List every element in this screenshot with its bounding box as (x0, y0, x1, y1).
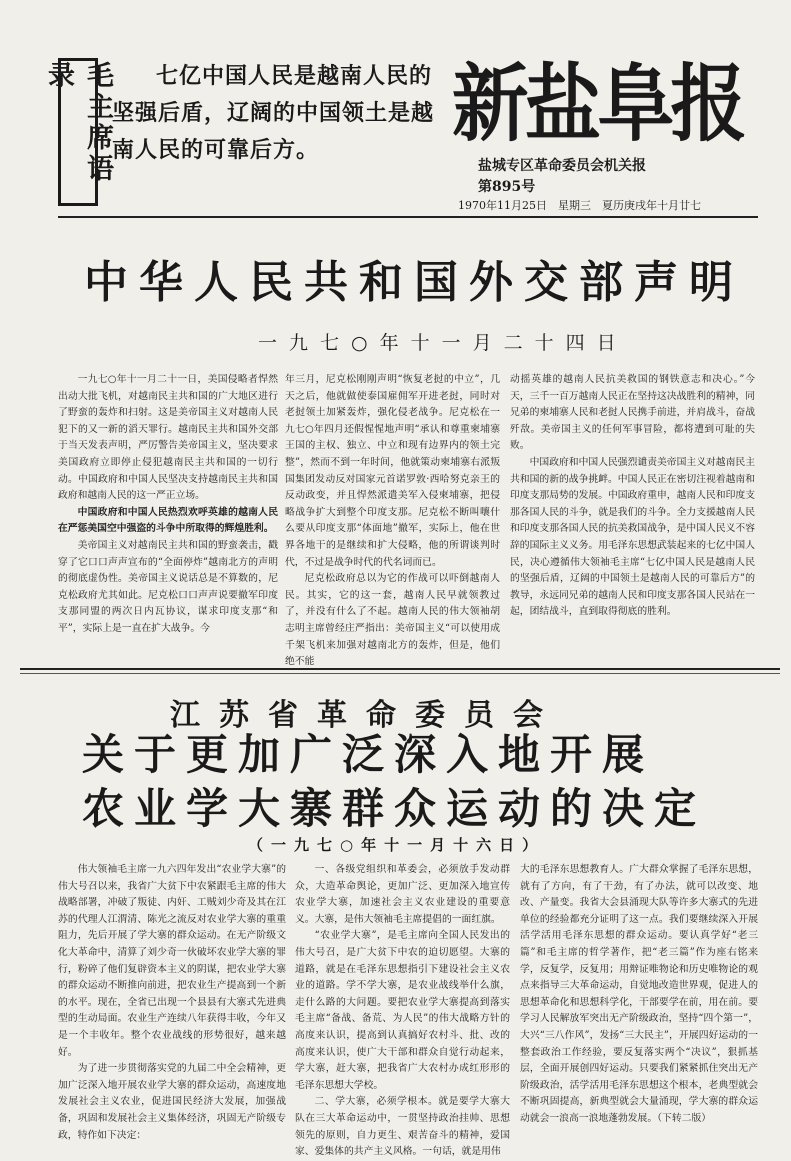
chairman-quote: 七亿中国人民是越南人民的坚强后盾，辽阔的中国领土是越南人民的可靠后方。 (112, 63, 435, 163)
paragraph: 动摇英雄的越南人民抗美救国的钢铁意志和决心。”今天，三千一百万越南人民正在坚持这决战胜利的精神，同兄弟的柬埔寨人民和老挝人民携手前进，并肩战斗，奋战歼敌。美帝国主义的任何军事冒险，都将遭到可耻的失败。 (510, 374, 755, 452)
section-divider (20, 668, 780, 670)
paragraph: 一九七○年十一月二十一日，美国侵略者悍然出动大批飞机，对越南民主共和国的广大地区进行了野蛮的轰炸和扫射。这是美帝国主义对越南人民犯下的又一新的滔天罪行。越南民主共和国外交部于当天发表声明，严厉警告美帝国主义，坚决要求美国政府立即停止侵犯越南民主共和国的一切行动。中国政府和中国人民坚决支持越南民主共和国政府和越南人民的这一严正立场。 (58, 374, 278, 502)
publisher-line: 盐城专区革命委员会机关报 (478, 158, 646, 174)
paragraph: 中国政府和中国人民热烈欢呼英雄的越南人民在严惩美国空中强盗的斗争中所取得的辉煌胜利。 (58, 506, 278, 535)
paragraph: “农业学大寨”，是毛主席向全国人民发出的伟大号召，是广大贫下中农的迫切愿望。大寨的道路，就是在毛泽东思想指引下建设社会主义农业的道路。学不学大寨，是农业战线举什么旗，走什么路的大问题。要把农业学大寨提高到落实毛主席“备战、备荒、为人民”的伟大战略方针的高度来认识，提高到认真搞好农村斗、批、改的高度来认识，使广大干部和群众自觉行动起来，学大寨，赶大寨，把我省广大农村办成红形形的毛泽东思想大学校。 (295, 930, 510, 1091)
article2-column-3 (520, 862, 758, 1150)
article2-organization: 江苏省革命委员会 (170, 698, 562, 733)
article2-title-line-2: 农业学大寨群众运动的决定 (82, 784, 707, 833)
article2-column-2 (295, 862, 510, 1158)
paragraph: 伟大领袖毛主席一九六四年发出“农业学大寨”的伟大号召以来，我省广大贫下中农紧跟毛主席的伟大战略部署，冲破了叛徒、内奸、工贼刘少奇及其在江苏的代理人江渭清、陈光之流反对农业学大寨的重重阻力，先后开展了学大寨的群众运动。在无产阶级文化大革命中，清算了刘少奇一伙破坏农业学大寨的罪行，粉碎了他们复辟资本主义的阴谋，把农业学大寨的群众运动不断推向前进，把农业生产提高到一个新的水平。现在，全省已出现一个县县有大寨式先进典型的生动局面。农业生产连续八年获得丰收，今年又是一个丰收年。整个农业战线的形势很好，越来越好。 (58, 864, 286, 1058)
article1-headline: 中华人民共和国外交部声明 (84, 257, 744, 308)
section-divider-thin (20, 673, 780, 674)
paragraph: 尼克松政府总以为它的作战可以吓倒越南人民。其实，它的这一套，越南人民早就领教过了，并没有什么了不起。越南人民的伟大领袖胡志明主席曾经庄严指出：美帝国主义“可以使用成千架飞机来加强对越南北方的轰炸，但是，他们绝不能 (285, 573, 500, 668)
paragraph: 一、各级党组织和革委会，必须放手发动群众，大造革命舆论，更加广泛、更加深入地宣传农业学大寨，加速社会主义农业建设的重要意义。大寨，是伟大领袖毛主席提倡的一面红旗。 (295, 864, 510, 925)
article2-title-line-1: 关于更加广泛深入地开展 (82, 730, 655, 779)
paragraph: 为了进一步贯彻落实党的九届二中全会精神，更加广泛深入地开展农业学大寨的群众运动，高速度地发展社会主义农业，促进国民经济大发展，加强战备，巩固和发展社会主义集体经济，巩固无产阶级专政，特作如下决定： (58, 1063, 286, 1141)
newspaper-title: 新盐阜报 (452, 55, 744, 153)
paragraph: 大的毛泽东思想教育人。广大群众掌握了毛泽东思想，就有了方向，有了干劲，有了办法，就可以改变、地改、产量变。我省大会县涌现大队等许多大寨式的先进单位的经验都充分证明了这一点。我们要继续深入开展活学活用毛泽东思想的群众运动。要认真学好“老三篇”和毛主席的哲学著作，把“老三篇”作为座右铭来学，反复学，反复用；用辩证唯物论和历史唯物论的观点来指导三大革命运动，自觉地改造世界观，促进人的思想革命化和思想科学化，干部要学在前，用在前。要学习人民解放军突出无产阶级政治，坚持“四个第一”，大兴“三八作风”，发扬“三大民主”，开展四好运动的一整套政治工作经验，要反复落实两个“决议”，狠抓基层，全面开展创四好运动。只要我们紧紧抓住突出无产阶级政治，活学活用毛泽东思想这个根本，老典型就会不断巩固提高，新典型就会大量涌现，学大寨的群众运动就会一浪高一浪地蓬勃发展。（下转二版） (520, 864, 758, 1124)
paragraph: 年三月，尼克松刚刚声明“恢复老挝的中立”，几天之后，他就做使泰国雇佣军开进老挝，同时对老挝领土加紧轰炸，强化侵老战争。尼克松在一九七○年四月还假惺惺地声明“承认和尊重柬埔寨王国的主权、独立、中立和现有边界内的领土完整”，然而不到一年时间，他就策动柬埔寨右派叛国集团发动反对国家元首诺罗敦·西哈努克亲王的反动政变，并且悍然派遣美军入侵柬埔寨，把侵略战争扩大到整个印度支那。尼克松不断叫嚷什么要从印度支那“体面地”撤军，实际上，他在世界各地干的是继续和扩大侵略，他的所谓谈判时代，不过是战争时代的代名词而已。 (285, 374, 500, 568)
paragraph: 美帝国主义对越南民主共和国的野蛮袭击，戳穿了它口口声声宣布的“全面停炸”越南北方的声明的彻底虚伪性。美帝国主义说话总是不算数的，尼克松政府尤其如此。尼克松口口声声说要撤军印度支那同盟的两次日内瓦协议，谋求印度支那“和平”，实际上是一直在扩大战争。今 (58, 539, 278, 634)
paragraph: 二、学大寨，必须学根本。就是要学大寨大队在三大革命运动中，一贯坚持政治挂帅、思想领先的原则，自力更生、艰苦奋斗的精神，爱国家、爱集体的共产主义风格。一句话，就是用伟 (295, 1096, 510, 1158)
article1-date: 一九七○年十一月二十四日 (258, 332, 628, 354)
article1-column-3 (510, 372, 755, 662)
article2-date: （一九七○年十一月十六日） (248, 836, 546, 854)
issue-date: 1970年11月25日 星期三 夏历庚戌年十月廿七 (458, 199, 701, 212)
article2-column-1 (58, 862, 286, 1150)
quotation-label: 毛主席语录 (58, 58, 98, 206)
paragraph: 中国政府和中国人民强烈谴责美帝国主义对越南民主共和国的新的战争挑衅。中国人民正在密切注视着越南和印度支那局势的发展。中国政府重申，越南人民和印度支那各国人民的斗争，就是我们的斗争。全力支援越南人民和印度支那各国人民的抗美救国战争，是中国人民义不容辞的国际主义义务。用毛泽东思想武装起来的七亿中国人民，决心遵循伟大领袖毛主席“七亿中国人民是越南人民的坚强后盾，辽阔的中国领土是越南人民的可靠后方”的教导，永远同兄弟的越南人民和印度支那各国人民站在一起，团结战斗，直到取得彻底的胜利。 (510, 456, 755, 618)
issue-number: 第895号 (478, 179, 536, 195)
article1-column-2 (285, 372, 500, 668)
article1-column-1 (58, 372, 278, 662)
masthead-divider (58, 216, 758, 218)
